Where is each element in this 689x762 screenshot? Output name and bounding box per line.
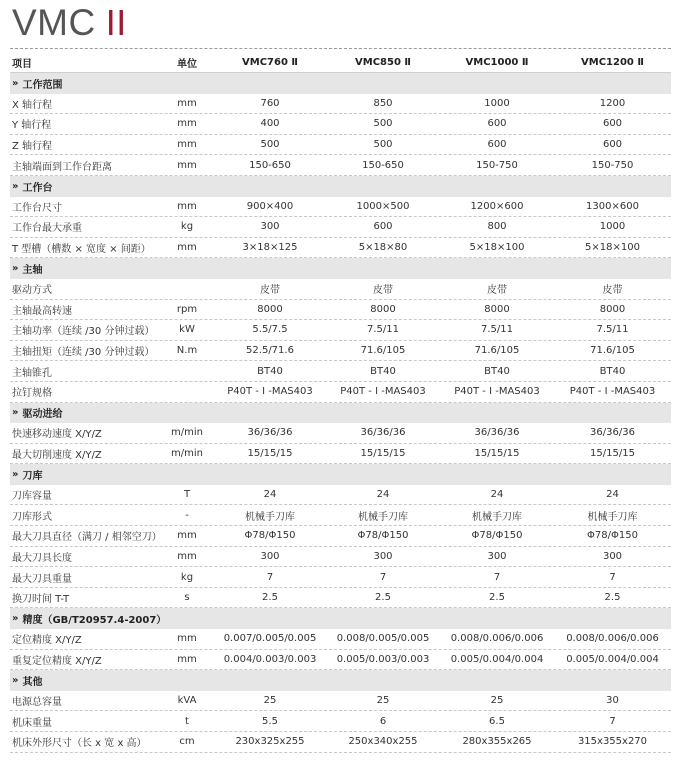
table-row [10,629,671,650]
cell-vmc1200: 7 [609,571,616,583]
cell-item: 电源总容量 [12,697,62,709]
section-title [12,608,172,629]
header-unit: 单位 [177,58,197,70]
cell-vmc850: 600 [373,221,393,233]
cell-vmc850: BT40 [370,365,396,377]
cell-unit: mm [177,200,197,212]
cell-vmc1200: 1000 [599,221,626,233]
cell-item: 刀库容量 [12,491,52,503]
cell-unit [160,361,214,381]
cell-vmc1000: 24 [490,489,504,501]
section-header-row [10,608,671,629]
spec-table [10,52,671,753]
cell-vmc1200: 600 [602,118,623,130]
cell-vmc1200: 机械手刀库 [587,511,638,523]
cell-vmc760: 52.5/71.6 [246,345,294,357]
chevron-right-icon: » [12,407,19,419]
cell-vmc1000: 机械手刀库 [472,511,522,523]
section-name: 其他 [22,677,43,689]
cell-unit: m/min [171,447,203,459]
cell-vmc760: 3×18×125 [242,242,298,254]
table-row [10,94,671,115]
cell-unit: mm [177,242,197,254]
section-name: 主轴 [22,265,43,277]
cell-unit: mm [177,653,197,665]
table-row [10,547,671,568]
cell-vmc1200: 1200 [599,97,626,109]
cell-vmc760: 400 [260,118,280,130]
table-row [10,114,671,135]
cell-vmc1200: 0.005/0.004/0.004 [566,653,659,665]
cell-item: 主轴端面到工作台距离 [12,161,112,173]
cell-vmc850: P40T - I -MAS403 [340,386,426,398]
cell-vmc850: 24 [376,489,390,501]
section-title [12,258,172,279]
cell-vmc1000: 6.5 [489,715,505,727]
cell-vmc760: P40T - I -MAS403 [227,386,313,398]
cell-vmc850: 机械手刀库 [358,511,408,523]
cell-vmc1200: 皮带 [602,285,623,297]
table-row [10,135,671,156]
cell-vmc760: 5.5/7.5 [252,324,288,336]
cell-vmc760: 150-650 [249,159,291,171]
cell-vmc1000: 25 [490,695,504,707]
cell-vmc850: 0.008/0.005/0.005 [336,633,430,645]
cell-unit: kg [180,571,194,583]
table-row [10,650,671,671]
cell-vmc850: 500 [373,139,393,151]
cell-item: 主轴锥孔 [12,367,52,379]
section-title [12,403,172,424]
cell-item: Z 轴行程 [12,141,53,153]
cell-vmc760: 15/15/15 [247,447,293,459]
cell-item: 主轴扭矩（连续 /30 分钟过载） [12,347,155,359]
cell-vmc1000: Φ78/Φ150 [471,530,523,542]
table-row [10,567,671,588]
cell-vmc1200: 315x355x270 [577,736,648,748]
cell-vmc1200: 24 [606,489,619,501]
cell-vmc1000: 7 [493,571,501,583]
section-name: 精度（GB/T20957.4-2007） [22,615,167,627]
table-row [10,300,671,321]
page-title [12,2,127,44]
cell-vmc760: 500 [260,139,280,151]
cell-unit: mm [177,97,197,109]
cell-unit: t [185,715,189,727]
cell-vmc760: 0.007/0.005/0.005 [223,633,317,645]
cell-unit [160,279,214,299]
cell-vmc1000: 36/36/36 [474,427,520,439]
chevron-right-icon: » [12,263,19,275]
section-title [12,73,172,94]
cell-vmc850: 8000 [370,303,396,315]
cell-vmc850: 150-650 [362,159,404,171]
cell-vmc1000: BT40 [484,365,510,377]
cell-vmc1200: 71.6/105 [590,345,635,357]
cell-vmc1000: 1200×600 [470,200,524,212]
table-body [10,73,671,753]
table-row [10,341,671,362]
table-row [10,155,671,176]
section-name: 工作范围 [22,79,63,91]
cell-item: 最大刀具长度 [12,552,72,564]
cell-vmc1200: 7.5/11 [596,324,629,336]
cell-unit: kW [179,324,195,336]
cell-vmc850: 250x340x255 [348,736,418,748]
cell-item: 机床外形尺寸（长 x 宽 x 高） [12,738,147,750]
table-row [10,361,671,382]
cell-vmc850: Φ78/Φ150 [357,530,409,542]
cell-vmc850: 皮带 [373,285,393,297]
header-model-vmc1200: VMC1200 Ⅱ [581,56,644,68]
table-row [10,320,671,341]
cell-vmc1200: 150-750 [591,159,634,171]
cell-unit: kg [180,221,194,233]
cell-unit: kVA [177,695,197,707]
cell-vmc1200: 300 [602,550,623,562]
cell-item: 最大切削速度 X/Y/Z [12,449,102,461]
cell-vmc1200: 7 [609,715,616,727]
cell-unit: mm [177,159,197,171]
table-row [10,423,671,444]
cell-vmc850: 25 [376,695,390,707]
cell-item: 快速移动速度 X/Y/Z [12,429,102,441]
table-header-row [10,52,671,73]
section-header-row [10,464,671,485]
cell-vmc1200: 30 [606,695,619,707]
cell-vmc850: 6 [379,715,387,727]
section-header-row [10,403,671,424]
cell-vmc760: 300 [260,550,280,562]
cell-unit: m/min [171,427,203,439]
cell-vmc760: 24 [263,489,277,501]
chevron-right-icon: » [12,469,19,481]
table-row [10,691,671,712]
section-title [12,176,172,197]
table-row [10,711,671,732]
table-row [10,485,671,506]
cell-unit: s [184,592,190,604]
title-divider [10,48,671,49]
chevron-right-icon: » [12,675,19,687]
cell-vmc1000: 0.005/0.004/0.004 [450,653,544,665]
header-model-vmc850: VMC850 Ⅱ [355,56,411,68]
chevron-right-icon: » [12,180,19,192]
table-row [10,588,671,609]
cell-item: Y 轴行程 [12,120,52,132]
cell-vmc850: 850 [373,97,393,109]
table-row [10,526,671,547]
cell-unit: - [185,509,189,521]
table-row [10,279,671,300]
cell-vmc1000: 2.5 [489,592,505,604]
section-name: 工作台 [22,182,53,194]
cell-vmc760: 8000 [257,303,283,315]
cell-vmc1200: 15/15/15 [590,447,635,459]
header-item: 项目 [12,58,32,70]
cell-vmc1000: 280x355x265 [462,736,532,748]
table-row [10,217,671,238]
cell-vmc850: 500 [373,118,393,130]
cell-vmc760: Φ78/Φ150 [244,530,296,542]
cell-item: 最大刀具重量 [12,573,72,585]
cell-vmc1000: P40T - I -MAS403 [454,386,540,398]
cell-vmc1000: 300 [487,550,507,562]
cell-vmc850: 0.005/0.003/0.003 [336,653,430,665]
cell-vmc760: 皮带 [260,285,280,297]
section-header-row [10,176,671,197]
cell-vmc1200: 0.008/0.006/0.006 [566,633,659,645]
cell-vmc760: 2.5 [262,592,278,604]
section-title [12,670,172,691]
cell-item: 最大刀具直径（满刀 / 相邻空刀） [12,532,162,544]
cell-vmc1200: 8000 [599,303,626,315]
cell-item: 刀库形式 [12,511,52,523]
cell-vmc1000: 150-750 [476,159,518,171]
table-row [10,238,671,259]
cell-item: 驱动方式 [12,285,52,297]
cell-vmc850: 15/15/15 [360,447,406,459]
cell-item: 工作台最大承重 [12,223,82,235]
cell-vmc1200: 2.5 [604,592,621,604]
cell-unit: rpm [176,303,198,315]
chevron-right-icon: » [12,77,19,89]
title-main: VMC [12,2,96,43]
cell-item: 主轴最高转速 [12,305,72,317]
cell-vmc850: 2.5 [375,592,391,604]
table-row [10,505,671,526]
cell-vmc850: 300 [373,550,393,562]
cell-unit: T [183,489,191,501]
cell-unit: N.m [176,345,198,357]
cell-vmc760: 机械手刀库 [245,511,295,523]
cell-vmc760: BT40 [257,365,283,377]
cell-vmc1200: BT40 [599,365,626,377]
table-row [10,444,671,465]
cell-vmc1200: P40T - I -MAS403 [569,386,656,398]
section-header-row [10,73,671,94]
cell-vmc850: 7.5/11 [367,324,399,336]
cell-unit: mm [177,550,197,562]
table-row [10,382,671,403]
table-row [10,197,671,218]
cell-vmc1200: 600 [602,139,623,151]
cell-vmc1000: 皮带 [487,285,507,297]
cell-vmc1000: 5×18×100 [469,242,525,254]
cell-vmc1000: 600 [487,118,507,130]
cell-vmc1000: 800 [487,221,507,233]
cell-item: 定位精度 X/Y/Z [12,635,82,647]
cell-vmc850: 5×18×80 [358,242,408,254]
cell-vmc760: 300 [260,221,280,233]
cell-item: 重复定位精度 X/Y/Z [12,655,102,667]
cell-vmc760: 5.5 [262,715,278,727]
section-name: 刀库 [22,471,43,483]
cell-vmc1000: 15/15/15 [474,447,520,459]
cell-item: 换刀时间 T-T [12,594,70,606]
cell-vmc760: 760 [260,97,280,109]
cell-vmc1000: 71.6/105 [474,345,520,357]
cell-unit: mm [177,139,197,151]
cell-vmc1200: 5×18×100 [585,242,640,254]
cell-vmc1200: 1300×600 [586,200,639,212]
cell-vmc1000: 1000 [484,97,510,109]
cell-vmc760: 7 [266,571,274,583]
section-name: 驱动进给 [22,409,63,421]
cell-vmc850: 7 [379,571,387,583]
cell-item: T 型槽（槽数 × 宽度 × 间距） [12,244,151,256]
section-title [12,464,172,485]
cell-vmc1000: 8000 [484,303,510,315]
section-header-row [10,670,671,691]
cell-vmc760: 900×400 [246,200,294,212]
cell-item: 主轴功率（连续 /30 分钟过载） [12,326,155,338]
cell-vmc1000: 600 [487,139,507,151]
cell-vmc760: 36/36/36 [247,427,293,439]
cell-item: X 轴行程 [12,99,53,111]
cell-item: 机床重量 [12,717,52,729]
cell-unit: cm [179,736,195,748]
header-model-vmc1000: VMC1000 Ⅱ [465,56,529,68]
header-model-vmc760: VMC760 Ⅱ [242,56,298,68]
cell-vmc760: 0.004/0.003/0.003 [223,653,317,665]
cell-vmc760: 230x325x255 [235,736,305,748]
cell-item: 拉钉规格 [12,388,52,400]
table-row [10,732,671,753]
cell-vmc1000: 0.008/0.006/0.006 [450,633,544,645]
cell-unit: mm [177,118,197,130]
cell-vmc1200: 36/36/36 [590,427,635,439]
cell-vmc1200: Φ78/Φ150 [587,530,638,542]
section-header-row [10,258,671,279]
cell-vmc760: 25 [263,695,277,707]
cell-vmc850: 71.6/105 [360,345,406,357]
cell-item: 工作台尺寸 [12,202,62,214]
cell-unit: mm [177,633,197,645]
chevron-right-icon: » [12,613,19,625]
title-roman-numeral: II [105,2,127,43]
cell-unit [160,382,214,402]
cell-vmc850: 36/36/36 [360,427,406,439]
cell-unit: mm [177,530,197,542]
cell-vmc1000: 7.5/11 [481,324,513,336]
cell-vmc850: 1000×500 [356,200,410,212]
